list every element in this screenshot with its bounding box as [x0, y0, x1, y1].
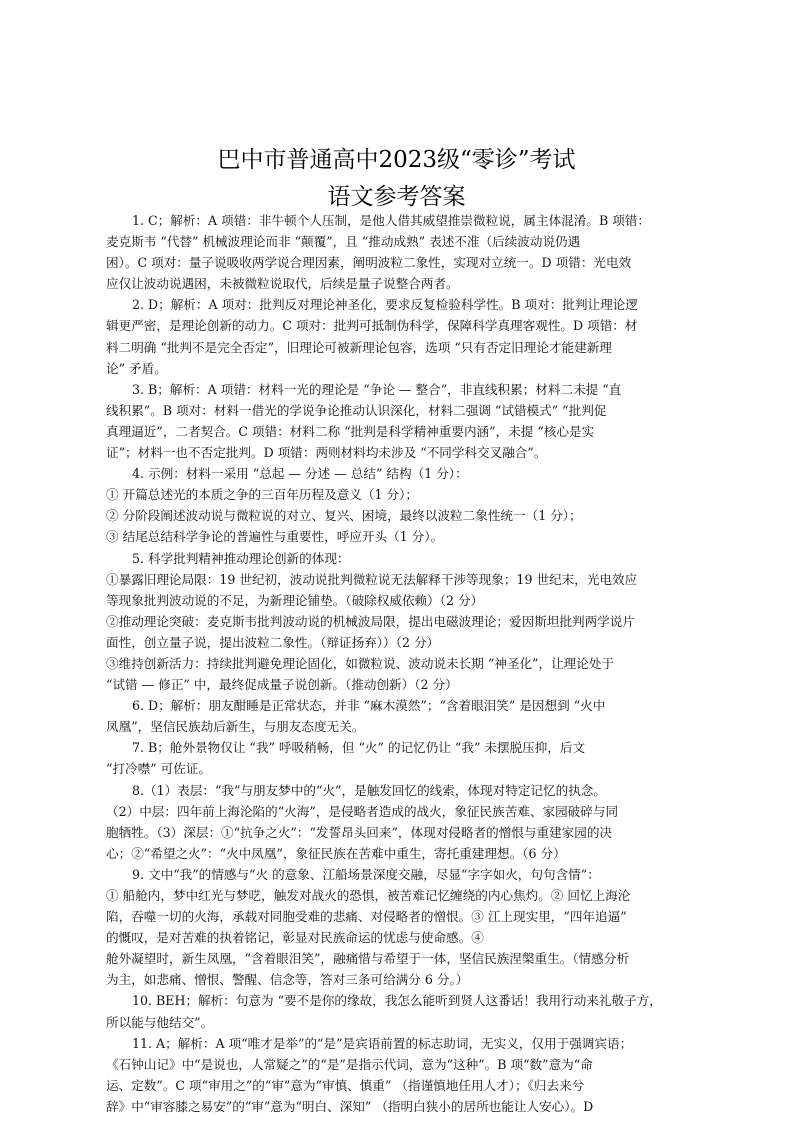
answer-line: 《石钟山记》中“是说也，人常疑之”的“是”是指示代词，意为“这种”。B 项“数”意为“命 [106, 1056, 593, 1072]
answer-line: 面性，创立量子说，提出波粒二象性。（辩证扬弃））（2 分） [106, 634, 440, 650]
answer-line: 7. B；舱外景物仅让 “我” 呼吸稍畅，但 “火” 的记忆仍让 “我” 未摆脱压抑，后文 [132, 740, 586, 756]
answer-line: 的慨叹，是对苦难的执着铭记，彰显对民族命运的忧虑与使命感。④ [106, 930, 484, 946]
exam-title: 巴中市普通高中2023级“零诊”考试 [217, 147, 576, 173]
answer-line: 应仅让波动说遇困，未被微粒说取代，后续是量子说整合两者。 [106, 276, 459, 292]
answer-line: 证”；材料一也不否定批判。D 项错：两则材料均未涉及 “不同学科交叉融合”。 [106, 445, 547, 461]
answer-line: 2. D；解析：A 项对：批判反对理论神圣化，要求反复检验科学性。B 项对：批判让理论逻 [132, 297, 638, 313]
answer-line: “试错 — 修正” 中，最终促成量子说创新。（推动创新）（2 分） [106, 677, 458, 693]
answer-line: 陷，吞噬一切的火海，承载对同胞受难的悲痛、对侵略者的憎恨。③ 江上现实里，“四年追逼” [106, 909, 627, 925]
answer-line: 3. B；解析：A 项错：材料一光的理论是 “争论 — 整合”，非直线积累；材料二未提 “直 [132, 381, 622, 397]
answer-line: 胞牺牲。（3）深层：①“抗争之火”：“发誓昂头回来”，体现对侵略者的憎恨与重建家园的决 [106, 824, 613, 840]
answer-body [106, 210, 692, 1117]
answer-line: ③维持创新活力：持续批判避免理论固化，如微粒说、波动说未长期 “神圣化”，让理论处于 [106, 655, 615, 671]
answer-line: 5. 科学批判精神推动理论创新的体现： [132, 550, 350, 566]
answer-line: 辑更严密，是理论创新的动力。C 项对：批判可抵制伪科学，保障科学真理客观性。D 项错：材 [106, 318, 638, 334]
answer-line: ①暴露旧理论局限：19 世纪初，波动说批判微粒说无法解释干涉等现象；19 世纪末，光电效应 [106, 571, 638, 587]
answer-line: “打冷噤” 可佐证。 [106, 761, 212, 777]
exam-subtitle: 语文参考答案 [327, 184, 466, 210]
answer-line: （2）中层：四年前上海沦陷的“火海”，是侵略者造成的战火，象征民族苦难、家园破碎与同 [106, 803, 619, 819]
answer-line: 凤凰”，坚信民族劫后新生，与朋友态度无关。 [106, 719, 365, 735]
answer-line: ③ 结尾总结科学争论的普遍性与重要性，呼应开头（1 分）。 [106, 529, 444, 545]
answer-line: 论” 矛盾。 [106, 360, 167, 376]
answer-line: 困）。C 项对：量子说吸收两学说合理因素，阐明波粒二象性，实现对立统一。D 项错：光电效 [106, 255, 632, 271]
answer-line: ① 开篇总述光的本质之争的三百年历程及意义（1 分）； [106, 487, 418, 503]
answer-line: 麦克斯韦 “代替” 机械波理论而非 “颠覆”，且 “推动成熟” 表述不准（后续波动说仍遇 [106, 234, 581, 250]
answer-line: 为主，如悲痛、憎恨、警醒、信念等，答对三条可给满分 6 分。） [106, 972, 469, 988]
answer-line: 4. 示例：材料一采用 “总起 — 分述 — 总结” 结构（1 分）： [132, 466, 468, 482]
answer-line: 心；②“希望之火”：“火中凤凰”，象征民族在苦难中重生，寄托重建理想。（6 分） [106, 845, 566, 861]
answer-line: 所以能与他结交”。 [106, 1014, 214, 1030]
answer-line: 料二明确 “批判不是完全否定”，旧理论可被新理论包容，选项 “只有否定旧理论才能建新理 [106, 339, 612, 355]
answer-line: 等现象批判波动说的不足，为新理论铺垫。（破除权威依赖）（2 分） [106, 592, 484, 608]
answer-line: 11. A；解析：A 项“唯才是举”的“是”是宾语前置的标志助词，无实义，仅用于强调宾语； [132, 1035, 633, 1051]
answer-line: 1. C；解析：A 项错：非牛顿个人压制，是他人借其威望推崇微粒说，属主体混淆。B 项错： [132, 213, 650, 228]
answer-line: 8.（1）表层：“我”与朋友梦中的“火”，是触发回忆的线索，体现对特定记忆的执念。 [132, 782, 606, 798]
answer-line: 舱外凝望时，新生凤凰，“含着眼泪笑”，融痛惜与希望于一体，坚信民族涅槃重生。（情感分析 [106, 951, 629, 967]
answer-line: 运、定数”。C 项“审用之”的“审”意为“审慎、慎重” （指谨慎地任用人才）；《归去来兮 [106, 1077, 585, 1093]
answer-line: ① 船舱内，梦中红光与梦呓，触发对战火的恐惧，被苦难记忆缠绕的内心焦灼。② 回忆上海沦 [106, 888, 631, 903]
answer-line: 辞》中“审容膝之易安”的“审”意为“明白、深知” （指明白狭小的居所也能让人安心）。D [106, 1098, 594, 1114]
answer-line: 线积累”。B 项对：材料一借光的学说争论推动认识深化，材料二强调 “试错模式” “批判促 [106, 402, 607, 418]
answer-line: 9. 文中“我”的情感与“火 的意象、江船场景深度交融，尽显“字字如火，句句含情”： [132, 866, 600, 882]
answer-line: 6. D；解析：朋友酣睡是正常状态，并非 “麻木漠然”；“含着眼泪笑” 是因想到 “火中 [132, 698, 606, 714]
answer-line: ②推动理论突破：麦克斯韦批判波动说的机械波局限，提出电磁波理论；爱因斯坦批判两学说片 [106, 613, 635, 629]
answer-line: 真理逼近”，二者契合。C 项错：材料二称 “批判是科学精神重要内涵”，未提 “核心是实 [106, 423, 595, 439]
answer-line: 10. BEH；解析：句意为 “要不是你的缘故，我怎么能听到贤人这番话！我用行动来礼敬子方， [132, 993, 662, 1009]
answer-line: ② 分阶段阐述波动说与微粒说的对立、复兴、困境，最终以波粒二象性统一（1 分）； [106, 508, 582, 524]
